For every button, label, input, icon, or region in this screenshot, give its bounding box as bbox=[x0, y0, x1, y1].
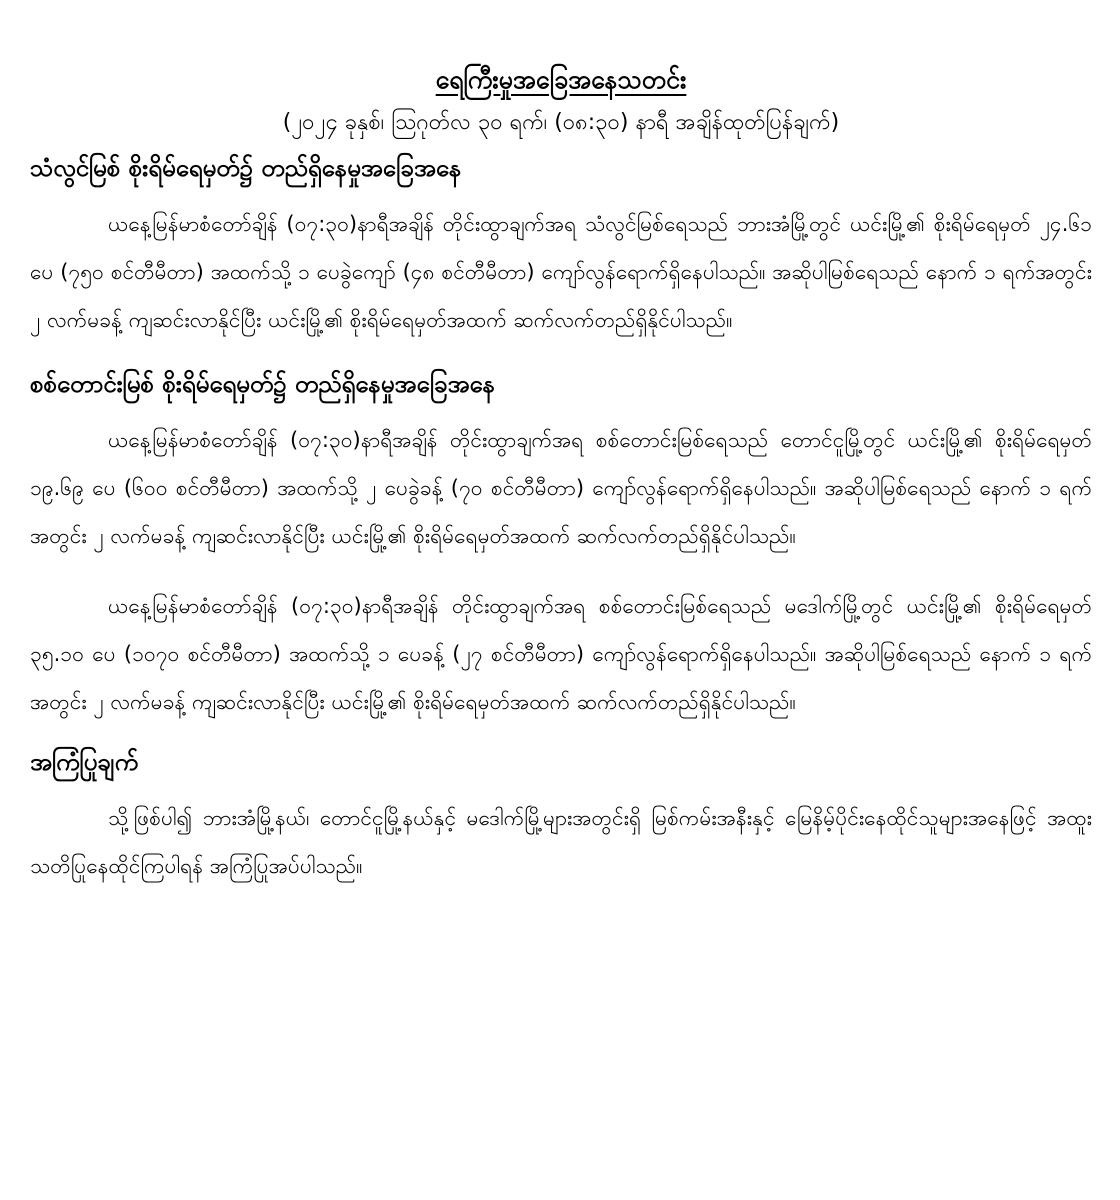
paragraph: ယနေ့မြန်မာစံတော်ချိန် (၀၇:၃၀)နာရီအချိန် တိုင်းထွာချက်အရ စစ်တောင်းမြစ်ရေသည် တောင်ငူမြို့တွင် ယင်းမြို့၏ စိုးရိမ်ရေမှတ် ၁၉.၆၉ ပေ (၆၀၀ စင်တီမီတာ) အထက်သို့ ၂ ပေခွဲခန့် (၇၀ စင်တီမီတာ) ကျော်လွန်ရောက်ရှိနေပါသည်။ အဆိုပါမြစ်ရေသည် နောက် ၁ ရက်အတွင်း ၂ လက်မခန့် ကျဆင်းလာနိုင်ပြီး ယင်းမြို့၏ စိုးရိမ်ရေမှတ်အထက် ဆက်လက်တည်ရှိနိုင်ပါသည်။ bbox=[30, 428, 1092, 548]
section-advice bbox=[30, 744, 1092, 890]
document-subtitle: (၂၀၂၄ ခုနှစ်၊ ဩဂုတ်လ ၃၀ ရက်၊ (၀၈:၃၀) နာရီ အချိန်ထုတ်ပြန်ချက်) bbox=[282, 110, 840, 135]
section-heading: အကြံပြုချက် bbox=[30, 748, 139, 776]
paragraph: ယနေ့မြန်မာစံတော်ချိန် (၀၇:၃၀)နာရီအချိန် တိုင်းထွာချက်အရ သံလွင်မြစ်ရေသည် ဘားအံမြို့တွင် ယင်းမြို့၏ စိုးရိမ်ရေမှတ် ၂၄.၆၁ ပေ (၇၅၀ စင်တီမီတာ) အထက်သို့ ၁ ပေခွဲကျော် (၄၈ စင်တီမီတာ) ကျော်လွန်ရောက်ရှိနေပါသည်။ အဆိုပါမြစ်ရေသည် နောက် ၁ ရက်အတွင်း ၂ လက်မခန့် ကျဆင်းလာနိုင်ပြီး ယင်းမြို့၏ စိုးရိမ်ရေမှတ်အထက် ဆက်လက်တည်ရှိနိုင်ပါသည်။ bbox=[30, 212, 1092, 332]
section-sittaung bbox=[30, 366, 1092, 726]
paragraph: သို့ဖြစ်ပါ၍ ဘားအံမြို့နယ်၊ တောင်ငူမြို့နယ်နှင့် မဒေါက်မြို့များအတွင်းရှိ မြစ်ကမ်းအနီးနှင့် မြေနိမ့်ပိုင်းနေထိုင်သူများအနေဖြင့် အထူးသတိပြုနေထိုင်ကြပါရန် အကြံပြုအပ်ပါသည်။ bbox=[30, 806, 1092, 878]
section-heading: သံလွင်မြစ် စိုးရိမ်ရေမှတ်၌ တည်ရှိနေမှုအခြေအနေ bbox=[30, 154, 462, 182]
section-heading: စစ်တောင်းမြစ် စိုးရိမ်ရေမှတ်၌ တည်ရှိနေမှုအခြေအနေ bbox=[30, 370, 495, 398]
paragraph: ယနေ့မြန်မာစံတော်ချိန် (၀၇:၃၀)နာရီအချိန် တိုင်းထွာချက်အရ စစ်တောင်းမြစ်ရေသည် မဒေါက်မြို့တွင် ယင်းမြို့၏ စိုးရိမ်ရေမှတ် ၃၅.၁၀ ပေ (၁၀၇၀ စင်တီမီတာ) အထက်သို့ ၁ ပေခန့် (၂၇ စင်တီမီတာ) ကျော်လွန်ရောက်ရှိနေပါသည်။ အဆိုပါမြစ်ရေသည် နောက် ၁ ရက်အတွင်း ၂ လက်မခန့် ကျဆင်းလာနိုင်ပြီး ယင်းမြို့၏ စိုးရိမ်ရေမှတ်အထက် ဆက်လက်တည်ရှိနိုင်ပါသည်။ bbox=[30, 594, 1092, 714]
document-title: ရေကြီးမှုအခြေအနေသတင်း bbox=[435, 65, 687, 94]
section-salween bbox=[30, 150, 1092, 344]
